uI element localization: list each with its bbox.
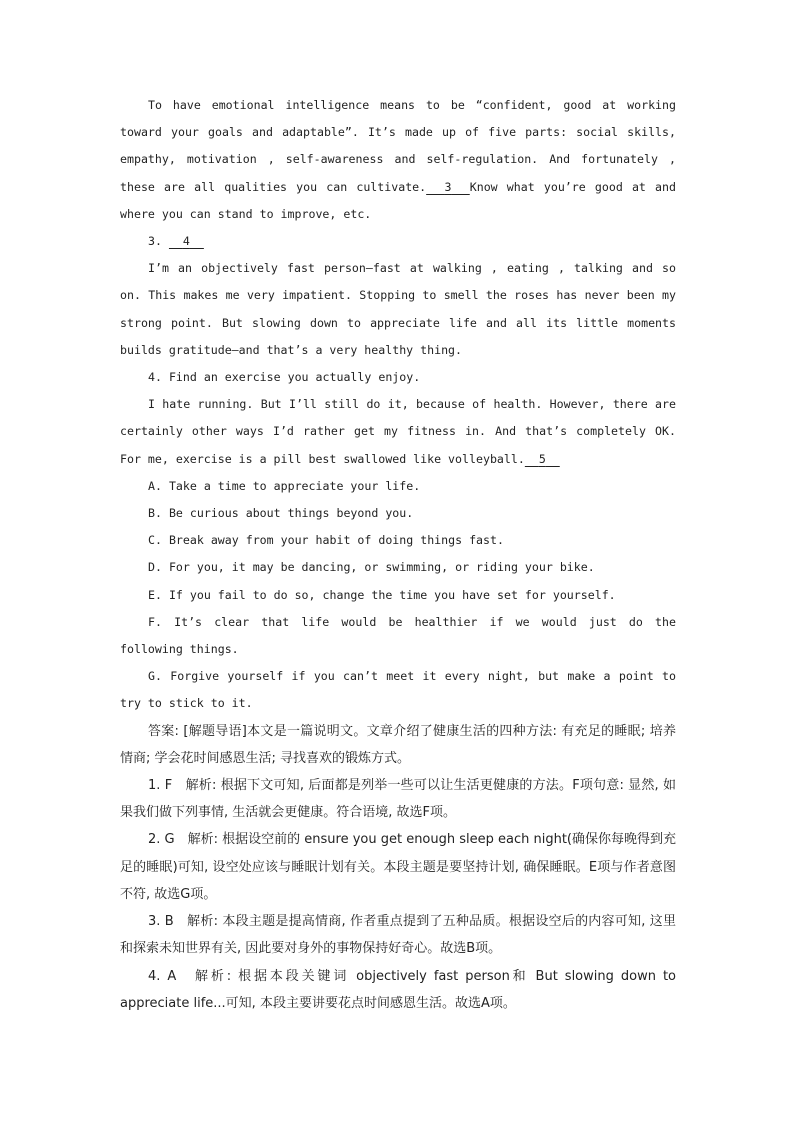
answer-item-3: 3. B 解析: 本段主题是提高情商, 作者重点提到了五种品质。根据设空后的内容可知, 这里和探索未知世界有关, 因此要对身外的事物保持好奇心。故选B项。 — [120, 914, 676, 957]
paragraph-emotional-intelligence — [120, 92, 676, 228]
blank-5: 5 — [538, 451, 546, 466]
answer-item-2: 2. G 解析: 根据设空前的 ensure you get enough sleep each night(确保你每晚得到充足的睡眠)可知, 设空处应该与睡眠计划有关。本段主题是要坚持计划, 确保睡眠。E项与作者意图不符, 故选G项。 — [120, 832, 677, 902]
blank-3: 3 — [444, 179, 452, 194]
option-e: E. If you fail to do so, change the time you have set for yourself. — [148, 587, 616, 602]
paragraph-text-after: Know what you’re good at and where you can stand to improve, etc. — [120, 179, 676, 221]
paragraph-exercise — [120, 391, 676, 473]
option-a: A. Take a time to appreciate your life. — [148, 478, 421, 493]
option-c: C. Break away from your habit of doing things fast. — [148, 533, 504, 548]
answer-item-1: 1. F 解析: 根据下文可知, 后面都是列举一些可以让生活更健康的方法。F项句意: 显然, 如果我们做下列事情, 生活就会更健康。符合语境, 故选F项。 — [120, 778, 676, 821]
document-page — [120, 92, 676, 1017]
option-d: D. For you, it may be dancing, or swimming, or riding your bike. — [148, 560, 595, 575]
answer-item-4: 4. A 解析: 根据本段关键词 objectively fast person和 But slowing down to appreciate life...可知, 本段主要讲要花点时间感恩生活。故选A项。 — [120, 968, 676, 1011]
paragraph-text: I hate running. But I’ll still do it, because of health. However, there are certainly other ways I’d rather get my fitness in. And that’s completely OK. For me, exercise is a pill best swallowed like volleyball. — [120, 397, 676, 466]
answer-intro: 答案: [解题导语]本文是一篇说明文。文章介绍了健康生活的四种方法: 有充足的睡眠; 培养情商; 学会花时间感恩生活; 寻找喜欢的锻炼方式。 — [120, 723, 676, 766]
paragraph-fast-person: I’m an objectively fast person—fast at walking , eating , talking and so on. This makes me very impatient. Stopping to smell the roses has never been my strong point. But slowing down to appreciate life and all its little moments builds gratitude—and that’s a very healthy thing. — [120, 261, 676, 357]
option-f: F. It’s clear that life would be healthier if we would just do the following things. — [120, 614, 676, 657]
paragraph-text: To have emotional intelligence means to be “confident, good at working toward your goals and adaptable”. It’s made up of five parts: social skills, empathy, motivation , self-awareness and self-regulation. And fortunately , these are all qualities you can cultivate. — [120, 98, 676, 194]
blank-4: 4 — [182, 234, 190, 249]
heading-3: 3. 4 — [120, 228, 676, 255]
heading-4: 4. Find an exercise you actually enjoy. — [148, 370, 421, 385]
option-b: B. Be curious about things beyond you. — [148, 506, 414, 521]
option-g: G. Forgive yourself if you can’t meet it every night, but make a point to try to stick to it. — [120, 669, 676, 711]
